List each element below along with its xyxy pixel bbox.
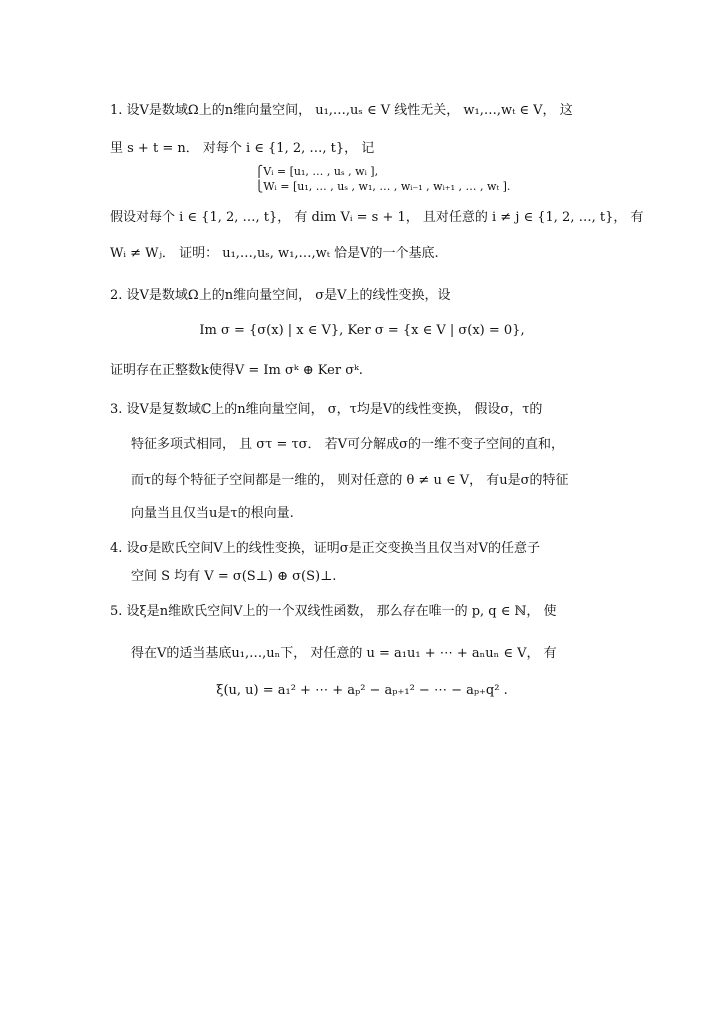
problem-3-line-2: 特征多项式相同， 且 στ = τσ． 若V可分解成σ的一维不变子空间的直和， [131, 437, 564, 452]
problem-3-line-1: 3. 设V是复数域ℂ上的n维向量空间， σ，τ均是V的线性变换， 假设σ，τ的 [110, 402, 543, 417]
problem-4-line-1: 4. 设σ是欧氏空间V上的线性变换，证明σ是正交变换当且仅当对V的任意子 [110, 541, 541, 556]
problem-1-equation-2: ⎩Wᵢ = [u₁, … , uₛ , w₁, … , wᵢ₋₁ , wᵢ₊₁ , … , wₜ ]. [255, 180, 511, 193]
problem-1-line-2: 里 s + t = n． 对每个 i ∈ {1, 2, …, t}， 记 [110, 141, 375, 156]
problem-5-equation: ξ(u, u) = a₁² + ⋯ + aₚ² − aₚ₊₁² − ⋯ − aₚ₊q² . [216, 683, 508, 698]
problem-5-line-1: 5. 设ξ是n维欧氏空间V上的一个双线性函数， 那么存在唯一的 p, q ∈ ℕ， 使 [110, 604, 557, 619]
problem-1-line-1: 1. 设V是数域Ω上的n维向量空间， u₁,…,uₛ ∈ V 线性无关， w₁,…,wₜ ∈ V， 这 [110, 103, 573, 118]
problem-3-line-4: 向量当且仅当u是τ的根向量. [131, 506, 294, 521]
problem-1-equation-1: ⎧Vᵢ = [u₁, … , uₛ , wᵢ ], [255, 165, 379, 178]
problem-2-equation: Im σ = {σ(x) | x ∈ V}, Ker σ = {x ∈ V | σ(x) = 0}, [199, 323, 525, 338]
problem-3-line-3: 而τ的每个特征子空间都是一维的， 则对任意的 θ ≠ u ∈ V， 有u是σ的特征 [131, 473, 569, 488]
problem-4-line-2: 空间 S 均有 V = σ(S⊥) ⊕ σ(S)⊥. [131, 569, 337, 584]
problem-2-line-1: 2. 设V是数域Ω上的n维向量空间， σ是V上的线性变换，设 [110, 288, 451, 303]
problem-2-line-2: 证明存在正整数k使得V = Im σᵏ ⊕ Ker σᵏ. [110, 363, 363, 378]
problem-5-line-2: 得在V的适当基底u₁,…,uₙ下， 对任意的 u = a₁u₁ + ⋯ + aₙuₙ ∈ V， 有 [131, 646, 557, 661]
problem-1-line-3: 假设对每个 i ∈ {1, 2, …, t}， 有 dim Vᵢ = s + 1， 且对任意的 i ≠ j ∈ {1, 2, …, t}， 有 [110, 210, 644, 225]
problem-1-line-4: Wᵢ ≠ Wⱼ． 证明： u₁,…,uₛ, w₁,…,wₜ 恰是V的一个基底. [110, 246, 439, 261]
